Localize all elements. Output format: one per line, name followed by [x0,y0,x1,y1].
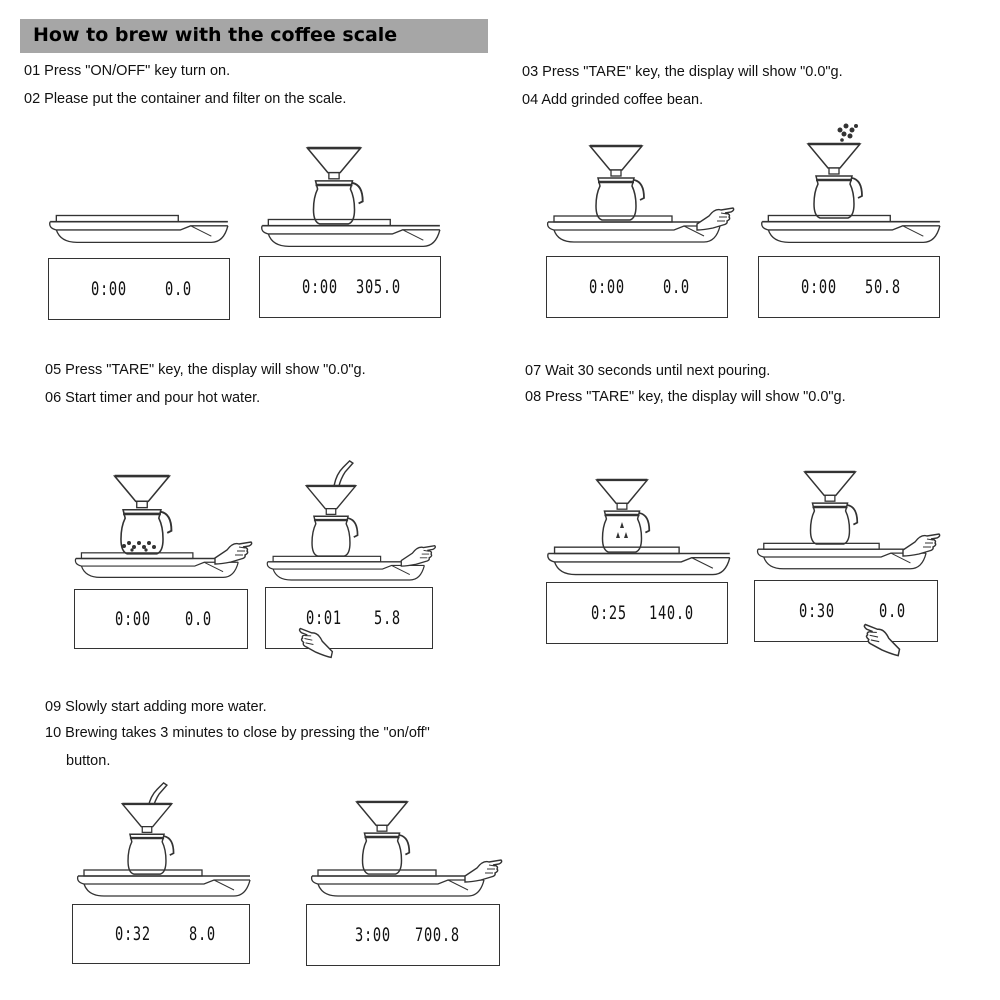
figure-step-02 [294,146,374,226]
coffee-drip-icon [612,520,632,544]
weight-readout: 8.0 [189,923,216,945]
timer-readout: 0:30 [799,600,835,622]
pour-over-brewer-icon [796,142,872,220]
scale-display [74,589,248,649]
weight-readout: 0.0 [165,278,192,300]
step-04-text: 04 Add grinded coffee bean. [522,92,704,108]
step-06-text: 06 Start timer and pour hot water. [45,390,261,406]
figure-step-03 [578,144,654,222]
pointing-hand-icon [290,628,342,656]
weight-readout: 0.0 [879,600,906,622]
scale-icon [46,212,232,252]
weight-readout: 140.0 [649,602,694,624]
figure-step-01 [46,212,232,252]
timer-readout: 0:32 [115,923,151,945]
timer-readout: 0:00 [801,276,837,298]
step-05-text: 05 Press "TARE" key, the display will show "0.0"g. [45,362,366,378]
step-09-text: 09 Slowly start adding more water. [45,699,267,715]
pour-over-brewer-icon [110,802,184,876]
figure-step-04 [796,142,872,220]
scale-display [48,258,230,320]
weight-readout: 0.0 [663,276,690,298]
pointing-hand-icon [694,204,736,232]
figure-step-02-scale [258,216,444,256]
step-08-text: 08 Press "TARE" key, the display will show "0.0"g. [525,389,846,405]
figure-step-07-scale [544,544,734,584]
pointing-hand-icon [212,538,254,566]
pointing-hand-icon [398,542,438,568]
weight-readout: 0.0 [185,608,212,630]
page-title: How to brew with the coffee scale [33,24,398,46]
weight-readout: 700.8 [415,924,460,946]
step-01-text: 01 Press "ON/OFF" key turn on. [24,63,231,79]
timer-readout: 0:25 [591,602,627,624]
step-02-text: 02 Please put the container and filter on the scale. [24,91,347,107]
figure-step-09 [110,802,184,876]
scale-icon [258,216,444,256]
pour-over-brewer-icon [578,144,654,222]
pour-over-brewer-icon [294,146,374,226]
step-03-text: 03 Press "TARE" key, the display will show "0.0"g. [522,64,843,80]
scale-display [546,582,728,644]
pour-over-brewer-icon [344,800,420,876]
scale-display [72,904,250,964]
scale-display [306,904,500,966]
title-bar [20,19,488,53]
scale-display [546,256,728,318]
weight-readout: 305.0 [356,276,401,298]
step-10-text: 10 Brewing takes 3 minutes to close by pressing the "on/off" [45,725,430,741]
pointing-hand-icon [900,530,942,558]
figure-step-04-scale [758,212,944,252]
scale-icon [758,212,944,252]
figure-step-06 [296,484,366,558]
timer-readout: 3:00 [355,924,391,946]
scale-display [758,256,940,318]
figure-step-09-scale [72,868,256,904]
pour-over-brewer-icon [296,484,366,558]
scale-icon [72,868,256,904]
figure-step-08 [792,470,868,546]
timer-readout: 0:00 [115,608,151,630]
step-07-text: 07 Wait 30 seconds until next pouring. [525,363,771,379]
figure-step-10 [344,800,420,876]
pour-over-brewer-icon [792,470,868,546]
pointing-hand-icon [852,624,912,654]
weight-readout: 50.8 [865,276,901,298]
weight-readout: 5.8 [374,607,401,629]
scale-display [259,256,441,318]
timer-readout: 0:00 [589,276,625,298]
timer-readout: 0:00 [91,278,127,300]
scale-icon [544,544,734,584]
pointing-hand-icon [462,856,504,884]
timer-readout: 0:00 [302,276,338,298]
timer-readout: 0:01 [306,607,342,629]
step-10-text-cont: button. [66,753,111,769]
